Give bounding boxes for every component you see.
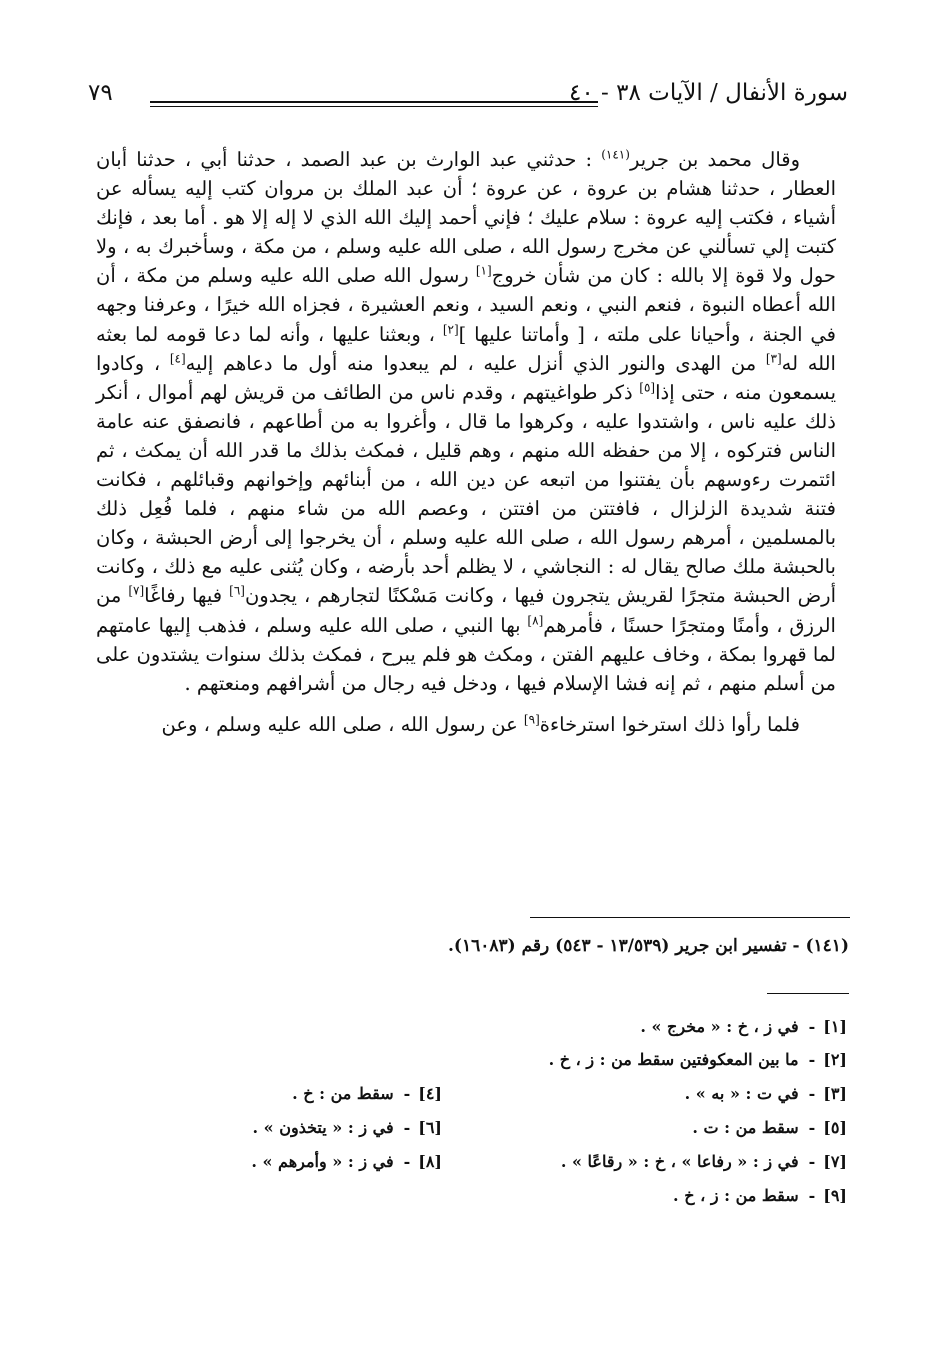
text-run: فلما رأوا ذلك استرخوا استرخاءة (539, 712, 800, 736)
variant-note (640, 1017, 847, 1036)
variants-separator (767, 993, 849, 994)
variant-note (292, 1084, 442, 1103)
variant-text: سقط من : ز ، خ . (673, 1186, 799, 1205)
variant-text: في ت : « به » . (684, 1084, 799, 1103)
variant-number: [٧] (823, 1152, 847, 1171)
variant-mark: [٧] (128, 583, 145, 598)
reference-number: (١٤١) (601, 147, 630, 162)
variant-text: سقط من : خ . (292, 1084, 394, 1103)
variant-text: في ز : « وأمرهم » . (251, 1152, 394, 1171)
variant-dash: - (403, 1118, 411, 1137)
header-rule (150, 101, 598, 107)
variant-mark: [٤] (169, 351, 186, 366)
variant-dash: - (403, 1084, 411, 1103)
variant-number: [١] (823, 1017, 847, 1036)
source-footnote: (١٤١) - تفسير ابن جرير (١٣/٥٣٩ - ٥٤٣) رقم (١٦٠٨٣). (448, 936, 849, 956)
variant-mark: [٥] (639, 380, 656, 395)
text-run: ذكر طواغيتهم ، وقدم ناس من الطائف من قريش لهم أموال ، أنكر ذلك عليه ناس ، واشتدوا عليه ، وكرهوا ما قال ، وأغروا به من أطاعهم ، فانصفق عنه عامة الناس فتركوه ، إلا من حفظه الله منهم ، وهم قليل ، فمكث بذلك ما قدر الله أن يمكث ، ثم ائتمرت رءوسهم بأن يفتنوا من اتبعه عن دين الله ، من أبنائهم وإخوانهم وقبائلهم ، فكانت فتنة شديدة الزلزال ، فافتتن من افتتن ، وعصم الله من شاء منهم ، فلما فُعِل ذلك بالمسلمين ، أمرهم رسول الله ، صلى الله عليه وسلم ، أن يخرجوا إلى أرض الحبشة ، وكان بالحبشة ملك صالح يقال له : النجاشي ، لا يظلم أحد بأرضه ، وكان يُثنى عليه مع ذلك ، وكانت أرض الحبشة متجرًا لقريش يتجرون فيها ، وكانت مَسْكنًا لتجارهم ، يجدون (96, 380, 836, 608)
variant-note (673, 1186, 847, 1205)
text-run: : حدثني عبد الوارث بن عبد الصمد ، حدثنا أبي ، حدثنا أبان العطار ، حدثنا هشام بن عروة ، عن عروة ؛ أن عبد الملك بن مروان كتب إليه يسأله عن أشياء ، فكتب إليه عروة : سلام عليك ؛ فإني أحمد إليك الله الذي لا إله إلا هو . أما بعد ، فإنك كتبت إلي تسألني عن مخرج رسول الله ، صلى الله عليه وسلم ، من مكة ، وسأخبرك به ، ولا حول ولا قوة إلا بالله : كان من شأن خروج (96, 148, 836, 288)
variant-note (685, 1084, 847, 1103)
variant-note (251, 1152, 442, 1171)
text-run: من الهدى والنور الذي أنزل عليه ، لم يبعدوا منه أول ما دعاهم إليه (185, 351, 766, 375)
variant-text: في ز ، خ : « مخرج » . (640, 1017, 799, 1036)
variant-note (561, 1152, 847, 1171)
running-header (88, 80, 848, 120)
variant-mark: [٢] (442, 322, 459, 337)
paragraph (96, 145, 836, 698)
variant-dash: - (808, 1118, 816, 1137)
variant-number: [٦] (418, 1118, 442, 1137)
text-run: ، وكادوا يسمعون منه ، حتى إذا (96, 351, 836, 404)
surah-header-title: سورة الأنفال / الآيات ٣٨ - ٤٠ (569, 80, 848, 106)
variant-mark: [٨] (527, 613, 544, 627)
text-run: فيها رفاغًا (144, 584, 230, 608)
page-number: ٧٩ (88, 80, 113, 106)
text-run: بها النبي ، صلى الله عليه وسلم ، فذهب إليها عامتهم لما قهروا بمكة ، وخاف عليهم الفتن ، ومكث هو فلم يبرح ، فمكث بذلك سنوات يشتدون على من أسلم منهم ، ثم إنه فشا الإسلام فيها ، ودخل فيه رجال من أشرافهم ومنعتهم . (96, 613, 836, 695)
variant-dash: - (808, 1017, 816, 1036)
variant-number: [٩] (823, 1186, 847, 1205)
text-run: وقال محمد بن جرير (629, 148, 800, 171)
variant-dash: - (808, 1152, 816, 1171)
variant-mark: [٦] (229, 583, 245, 598)
variant-number: [٥] (823, 1118, 847, 1137)
variant-number: [٨] (418, 1152, 442, 1171)
text-run: رسول الله صلى الله عليه وسلم من مكة ، أن الله أعطاه النبوة ، فنعم النبي ، ونعم السيد ، ونعم العشيرة ، فجزاه الله خيرًا ، وعرفنا وجهه في الجنة ، وأحيانا على ملته ، [ وأماتنا عليها ] (96, 264, 836, 346)
variant-text: في ز : « رفاعا » ، خ : « رقاعًا » . (560, 1152, 799, 1171)
footnote-separator (530, 917, 850, 918)
variant-number: [٢] (823, 1050, 847, 1069)
text-run: من الرزق ، وأمنًا ومتجرًا حسنًا ، فأمرهم (96, 584, 836, 637)
variant-mark: [١] (475, 263, 492, 278)
text-run: عن رسول الله ، صلى الله عليه وسلم ، وعن (161, 712, 524, 736)
variant-number: [٤] (418, 1084, 442, 1103)
variant-text: سقط من : ت . (692, 1118, 799, 1137)
variant-note (549, 1050, 847, 1069)
text-run: ، وبعثنا عليها ، وأنه لما دعا قومه لما بعثه الله له (96, 322, 836, 375)
variant-dash: - (808, 1186, 816, 1205)
variant-dash: - (808, 1084, 816, 1103)
variant-note (692, 1118, 847, 1137)
variant-dash: - (403, 1152, 411, 1171)
variant-text: ما بين المعكوفتين سقط من : ز ، خ . (548, 1050, 799, 1069)
main-text (96, 145, 836, 739)
variant-dash: - (808, 1050, 816, 1069)
variant-number: [٣] (823, 1084, 847, 1103)
paragraph (96, 710, 836, 739)
variant-text: في ز : « يتخذون » . (252, 1118, 394, 1137)
variant-mark: [٣] (765, 351, 782, 366)
variant-note (253, 1118, 442, 1137)
variant-mark: [٩] (523, 712, 540, 727)
